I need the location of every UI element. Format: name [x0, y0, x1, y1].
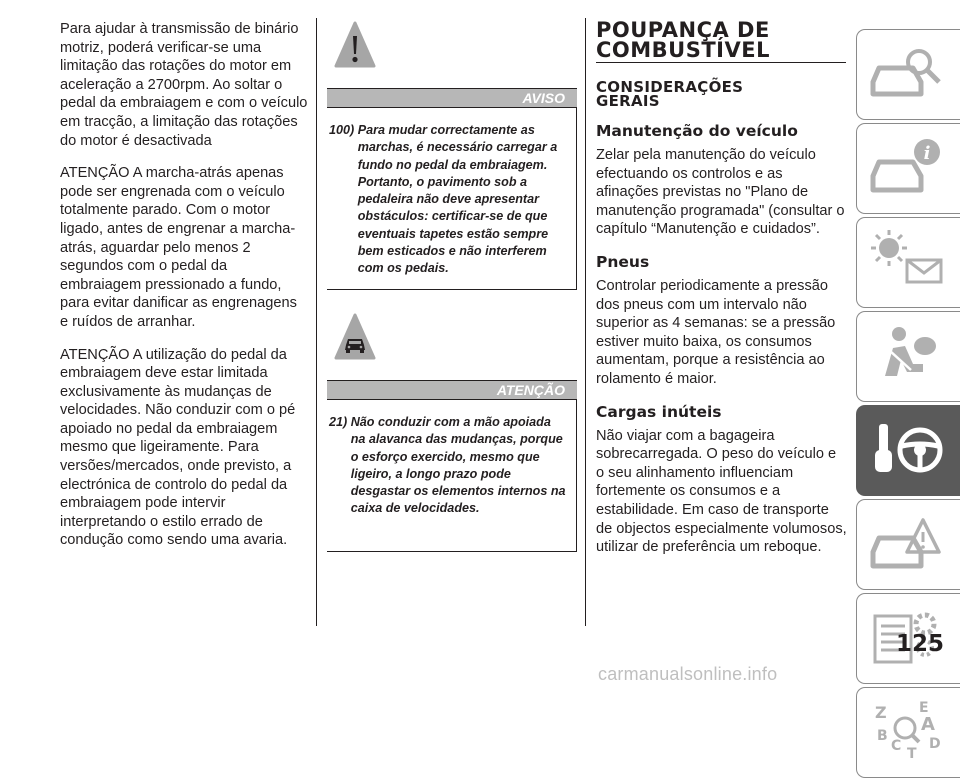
svg-text:A: A — [921, 714, 935, 735]
heading-useless-loads: Cargas inúteis — [596, 402, 722, 421]
paragraph-torque-limitation: Para ajudar à transmissão de binário motriz, poderá verificar-se uma limitação das rotações do motor em aceleração a 2700rpm. Ao soltar o pedal da embraiagem e com o veículo em tracção, a limitação das rotações do motor é desactivada — [60, 21, 308, 149]
tab-index[interactable] — [856, 687, 960, 778]
section-title-line1: POUPANÇA DE — [596, 18, 770, 42]
heading-tyres: Pneus — [596, 252, 650, 271]
text-useless-loads: Não viajar com a bagageira sobrecarregada. O peso do veículo e o seu alinhamento influenciam fortemente os consumos e a estabilidade. Em caso de transporte de objectos especialmente volumosos, utilizar de preferência um reboque. — [596, 427, 847, 556]
text-vehicle-maintenance: Zelar pela manutenção do veículo efectuando os controlos e as afinações previstas no "Plano de manutenção programada" (consultar o capítulo “Manutenção e cuidados”. — [596, 147, 845, 238]
caution-note-text: Não conduzir com a mão apoiada na alavanca das mudanças, porque o esforço exercido, mesmo que ligeiro, a longo prazo pode desgastar os elementos internos na caixa de velocidades. — [350, 415, 566, 516]
tab-dashboard-information[interactable] — [856, 123, 960, 214]
svg-text:C: C — [891, 738, 902, 754]
section-title — [596, 20, 846, 63]
car-info-icon — [867, 132, 947, 204]
svg-text:i: i — [923, 143, 931, 164]
tab-starting-and-driving[interactable] — [856, 405, 960, 496]
svg-text:T: T — [907, 746, 917, 762]
warning-note — [327, 108, 577, 290]
right-column — [596, 20, 848, 557]
car-search-icon — [867, 38, 947, 110]
exclamation-triangle-icon — [333, 20, 377, 70]
caution-title-bar: ATENÇÃO — [327, 380, 577, 400]
caution-note-number: 21) — [329, 415, 351, 429]
heading-vehicle-maintenance: Manutenção do veículo — [596, 122, 798, 140]
svg-text:Z: Z — [875, 703, 887, 722]
section-subtitle — [596, 78, 848, 110]
warning-note-text: Para mudar correctamente as marchas, é necessário carregar a fundo no pedal da embraiagem. Portanto, o pavimento sob a pedaleira não deve apresentar obstáculos: certificar-se de que eventuais tapetes estão sempre bem esticados e não interferem com os pedais. — [357, 123, 558, 276]
column-divider-right — [585, 18, 586, 626]
left-column — [60, 20, 308, 564]
tab-getting-to-know-car[interactable] — [856, 29, 960, 120]
section-subtitle-line2: GERAIS — [596, 91, 660, 110]
warning-light-message-icon — [867, 226, 947, 298]
column-divider-left — [316, 18, 317, 626]
tab-safety[interactable] — [856, 311, 960, 402]
svg-text:E: E — [919, 700, 929, 716]
caution-note — [327, 400, 577, 552]
text-tyres: Controlar periodicamente a pressão dos pneus com um intervalo não superior as 4 semanas: se a pressão estiver muito baixa, os consumos aumentam, porque a resistência ao rolamento é maior. — [596, 277, 836, 387]
warning-title-bar: AVISO — [327, 88, 577, 108]
tab-warning-lights[interactable] — [856, 217, 960, 308]
airbag-passenger-icon — [867, 320, 947, 392]
section-title-line2: COMBUSTÍVEL — [596, 38, 770, 62]
tab-in-an-emergency[interactable] — [856, 499, 960, 590]
car-caution-triangle-icon — [333, 312, 377, 362]
svg-text:D: D — [929, 736, 941, 752]
warning-note-number: 100) — [329, 123, 358, 137]
paragraph-reverse-gear: ATENÇÃO A marcha-atrás apenas pode ser engrenada com o veículo totalmente parado. Com o motor ligado, antes de engrenar a marcha-atrás, aguardar pelo menos 2 segundos com o pedal da embraiagem pressionado a fundo, para evitar danificar as engrenagens e ruídos de arranhar. — [60, 165, 297, 330]
paragraph-clutch-use: ATENÇÃO A utilização do pedal da embraiagem deve estar limitada exclusivamente às mudanças de velocidades. Não conduzir com o pé apoiado no pedal da embraiagem mesmo que ligeiramente. Para versões/mercados, onde previsto, a electrónica de controlo do pedal da embraiagem pode intervir interpretando o estilo errado de condução como sendo uma avaria. — [60, 346, 296, 549]
svg-text:B: B — [877, 728, 888, 744]
watermark: carmanualsonline.info — [598, 664, 778, 684]
page-number: 125 — [896, 631, 945, 657]
key-steering-wheel-icon — [867, 414, 947, 486]
car-emergency-icon — [867, 508, 947, 580]
section-subtitle-line1: CONSIDERAÇÕES — [596, 78, 744, 96]
alphabetical-index-icon — [867, 696, 947, 768]
middle-column — [327, 20, 577, 552]
